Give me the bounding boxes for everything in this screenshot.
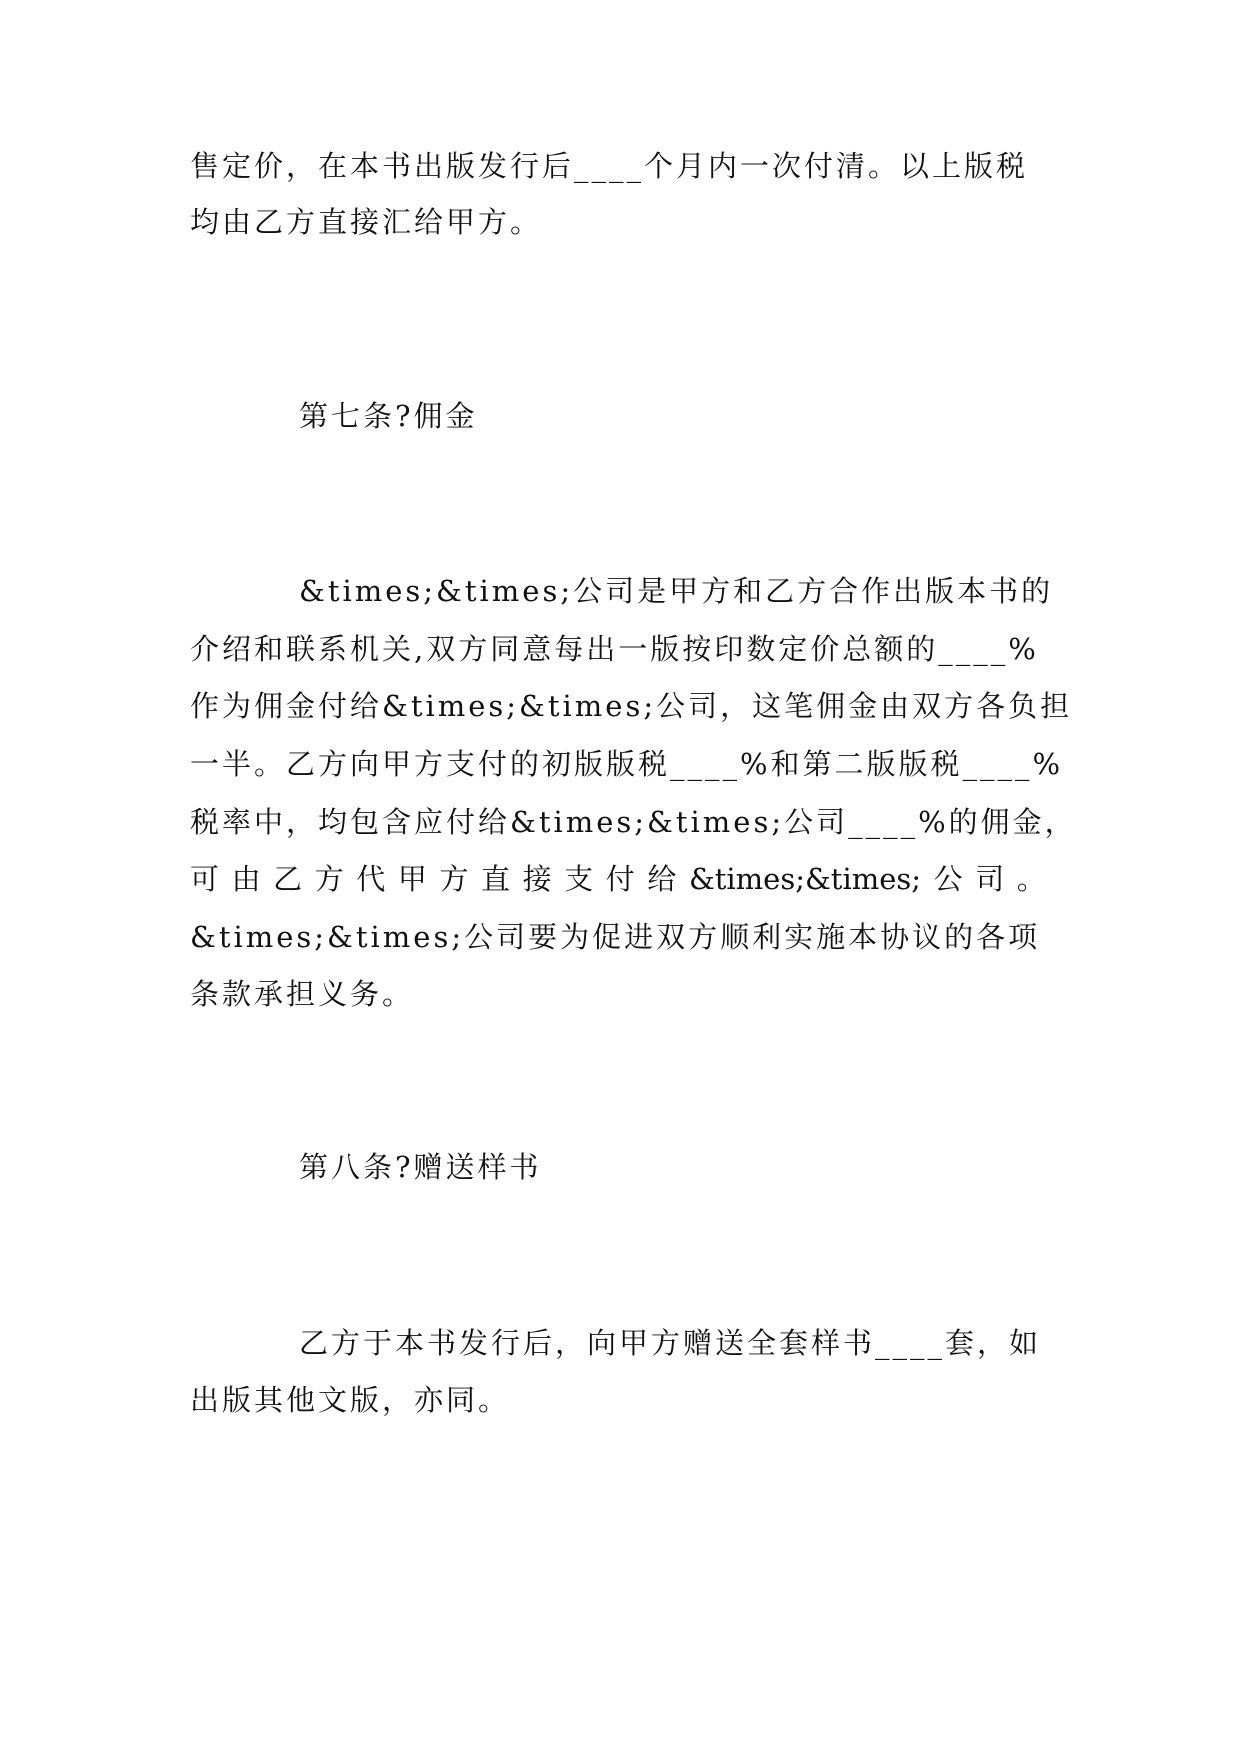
- paragraph-line: &times;&times;公司是甲方和乙方合作出版本书的: [299, 574, 1054, 608]
- text-segment: 方: [439, 862, 469, 896]
- text-segment: 接: [522, 862, 552, 896]
- paragraph-line: 均由乙方直接汇给甲方。: [190, 205, 543, 239]
- text-segment: 直: [481, 862, 511, 896]
- text-segment: 可: [190, 862, 220, 896]
- paragraph-line: 作为佣金付给&times;&times;公司，这笔佣金由双方各负担: [190, 689, 1073, 723]
- text-segment: 付: [605, 862, 635, 896]
- paragraph-line-justified: [190, 857, 1046, 901]
- paragraph-line: 税率中，均包含应付给&times;&times;公司____%的佣金，: [190, 805, 1077, 839]
- paragraph-line: 条款承担义务。: [190, 977, 415, 1011]
- text-segment: 由: [231, 862, 261, 896]
- text-segment: 支: [564, 862, 594, 896]
- paragraph-line: 乙方于本书发行后，向甲方赠送全套样书____套，如: [299, 1326, 1042, 1360]
- text-segment: 给: [647, 862, 677, 896]
- text-segment: 司: [975, 862, 1005, 896]
- text-segment: 方: [314, 862, 344, 896]
- text-segment: 甲: [397, 862, 427, 896]
- text-segment: 。: [1016, 862, 1046, 896]
- text-segment: 公: [933, 862, 963, 896]
- paragraph-line: 一半。乙方向甲方支付的初版版税____%和第二版版税____%: [190, 747, 1064, 781]
- text-segment: &times;&times;: [688, 862, 922, 896]
- paragraph-line: &times;&times;公司要为促进双方顺利实施本协议的各项: [190, 920, 1041, 954]
- paragraph-line: 介绍和联系机关,双方同意每出一版按印数定价总额的____%: [190, 632, 1039, 666]
- article-7-heading: 第七条?佣金: [299, 399, 478, 433]
- text-segment: 乙: [273, 862, 303, 896]
- paragraph-line: 售定价，在本书出版发行后____个月内一次付清。以上版税: [190, 149, 1029, 183]
- text-segment: 代: [356, 862, 386, 896]
- article-8-heading: 第八条?赠送样书: [299, 1150, 542, 1184]
- paragraph-line: 出版其他文版，亦同。: [190, 1383, 511, 1417]
